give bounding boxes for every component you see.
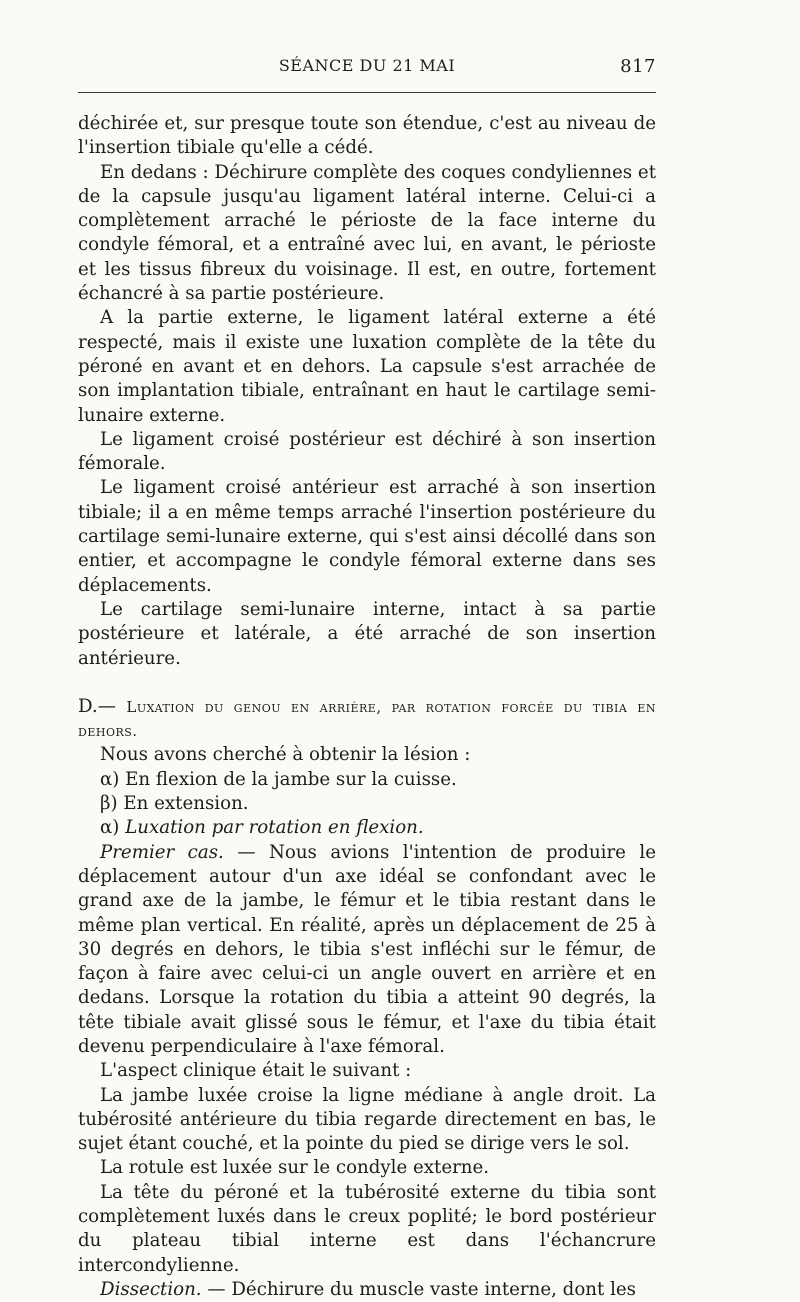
paragraph: Le ligament croisé postérieur est déchiré à son insertion fémorale. — [78, 428, 656, 475]
paragraph-dissection — [78, 1278, 656, 1302]
paragraph: déchirée et, sur presque toute son étendue, c'est au niveau de l'insertion tibiale qu'elle a cédé. — [78, 113, 656, 159]
paragraph: L'aspect clinique était le suivant : — [100, 1060, 412, 1082]
paragraph: En dedans : Déchirure complète des coques condyliennes et de la capsule jusqu'au ligament latéral interne. Celui-ci a complètement arraché le périoste de la face interne du condyle fémoral, et a entraîné avec lui, en avant, le périoste et les tissus fibreux du voisinage. Il est, en outre, fortement échancré à sa partie postérieure. — [78, 161, 656, 305]
subheading-marker: α) — [100, 817, 120, 839]
subheading-title: Luxation par rotation en flexion. — [125, 817, 424, 839]
paragraph: A la partie externe, le ligament latéral externe a été respecté, mais il existe une luxation complète de la tête du péroné en avant et en dehors. La capsule s'est arrachée de son implantation tibiale, entraînant en haut le cartilage semi-lunaire externe. — [78, 307, 656, 426]
paragraph: La rotule est luxée sur le condyle externe. — [100, 1157, 490, 1179]
paragraph: La tête du péroné et la tubérosité externe du tibia sont complètement luxés dans le creux poplité; le bord postérieur du plateau tibial interne est dans l'échancrure intercondylienne. — [78, 1181, 656, 1276]
page-number: 817 — [620, 56, 656, 77]
header-title: SÉANCE DU 21 MAI — [278, 56, 456, 75]
paragraph: Le ligament croisé antérieur est arraché à son insertion tibiale; il a en même temps arraché l'insertion postérieure du cartilage semi-lunaire externe, qui s'est ainsi décollé dans son entier, et accompagne le condyle fémoral externe dans ses déplacements. — [78, 477, 656, 596]
header-rule — [78, 92, 656, 93]
section-title: Luxation du genou en arrière, par rotation forcée du tibia en dehors. — [78, 697, 656, 741]
list-item: α) En flexion de la jambe sur la cuisse. — [100, 768, 457, 790]
list-item: β) En extension. — [100, 793, 249, 815]
running-header — [78, 56, 656, 84]
dissection-label: Dissection. — [100, 1278, 202, 1300]
paragraph-premier-cas — [78, 841, 656, 1060]
paragraph: Nous avons cherché à obtenir la lésion : — [100, 744, 471, 766]
dissection-text: — Déchirure du muscle vaste interne, dont les — [201, 1278, 636, 1300]
case-text: — Nous avions l'intention de produire le déplacement autour d'un axe idéal se confondant avec le grand axe de la jambe, le fémur et le tibia restant dans le même plan vertical. En réalité, après un déplacement de 25 à 30 degrés en dehors, le tibia s'est infléchi sur le fémur, de façon à faire avec celui-ci un angle ouvert en arrière et en dedans. Lorsque la rotation du tibia a atteint 90 degrés, la tête tibiale avait glissé sous le fémur, et l'axe du tibia était devenu perpendiculaire à l'axe fémoral. — [78, 841, 656, 1057]
case-label: Premier cas. — [100, 841, 224, 863]
paragraph: La jambe luxée croise la ligne médiane à angle droit. La tubérosité antérieure du tibia regarde directement en bas, le sujet étant couché, et la pointe du pied se dirige vers le sol. — [78, 1084, 656, 1155]
section-heading — [78, 695, 656, 744]
body-text — [78, 112, 656, 1302]
subheading — [78, 816, 656, 840]
paragraph: Le cartilage semi-lunaire interne, intact à sa partie postérieure et latérale, a été arraché de son insertion antérieure. — [78, 598, 656, 669]
section-gap — [78, 671, 656, 695]
section-letter: D.— — [78, 695, 116, 717]
